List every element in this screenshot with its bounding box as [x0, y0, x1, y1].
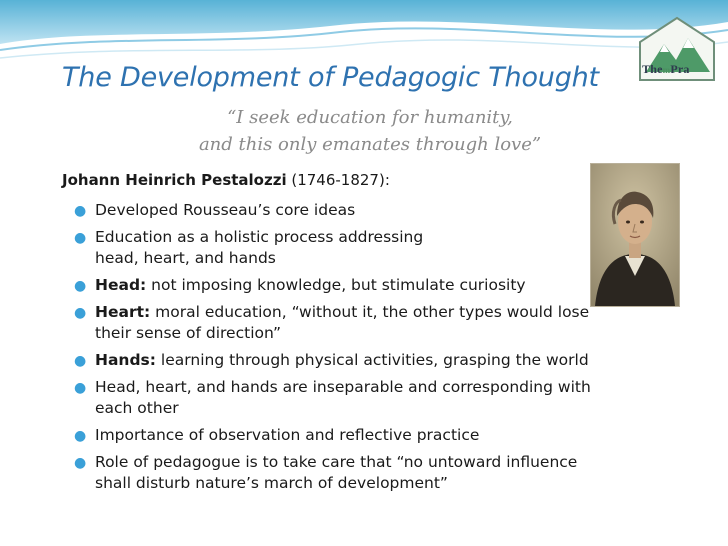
list-term: Head:	[95, 276, 147, 294]
list-item: ● Head: not imposing knowledge, but stimulate curiosity	[62, 275, 672, 296]
logo-wordmark: ThemPra	[642, 62, 690, 76]
bullet-icon: ●	[74, 203, 87, 219]
list-item: ● Head, heart, and hands are inseparable and corresponding with each other	[74, 378, 591, 417]
bullet-icon: ●	[74, 455, 87, 471]
bullet-icon: ●	[74, 380, 87, 396]
list-item: ● Role of pedagogue is to take care that “no untoward influence shall disturb nature’s march of development”	[74, 453, 578, 492]
list-item: ● Hands: learning through physical activities, grasping the world	[62, 350, 672, 371]
quote-line: “I seek education for humanity,	[227, 107, 513, 128]
bullet-icon: ●	[74, 230, 87, 246]
list-term: Heart:	[95, 303, 151, 321]
bullet-icon: ●	[74, 278, 87, 294]
list-term: Hands:	[95, 351, 156, 369]
quote-line: and this only emanates through love”	[198, 134, 542, 155]
person-name: Johann Heinrich Pestalozzi	[62, 171, 287, 189]
list-item: ● Heart: moral education, “without it, the other types would lose their sense of direction”	[74, 303, 590, 342]
list-item: ● Education as a holistic process addressing head, heart, and hands	[74, 228, 424, 267]
person-dates: (1746-1827):	[286, 171, 390, 189]
slide-title: The Development of Pedagogic Thought	[62, 62, 599, 93]
bullet-icon: ●	[74, 353, 87, 369]
list-item: ● Importance of observation and reflective practice	[62, 425, 672, 446]
bullet-icon: ●	[74, 428, 87, 444]
intro-line	[62, 171, 390, 189]
header-wave-decoration	[0, 0, 728, 70]
bullet-list	[62, 200, 672, 500]
quote	[150, 104, 590, 158]
list-item: ● Developed Rousseau’s core ideas	[62, 200, 672, 221]
bullet-icon: ●	[74, 305, 87, 321]
